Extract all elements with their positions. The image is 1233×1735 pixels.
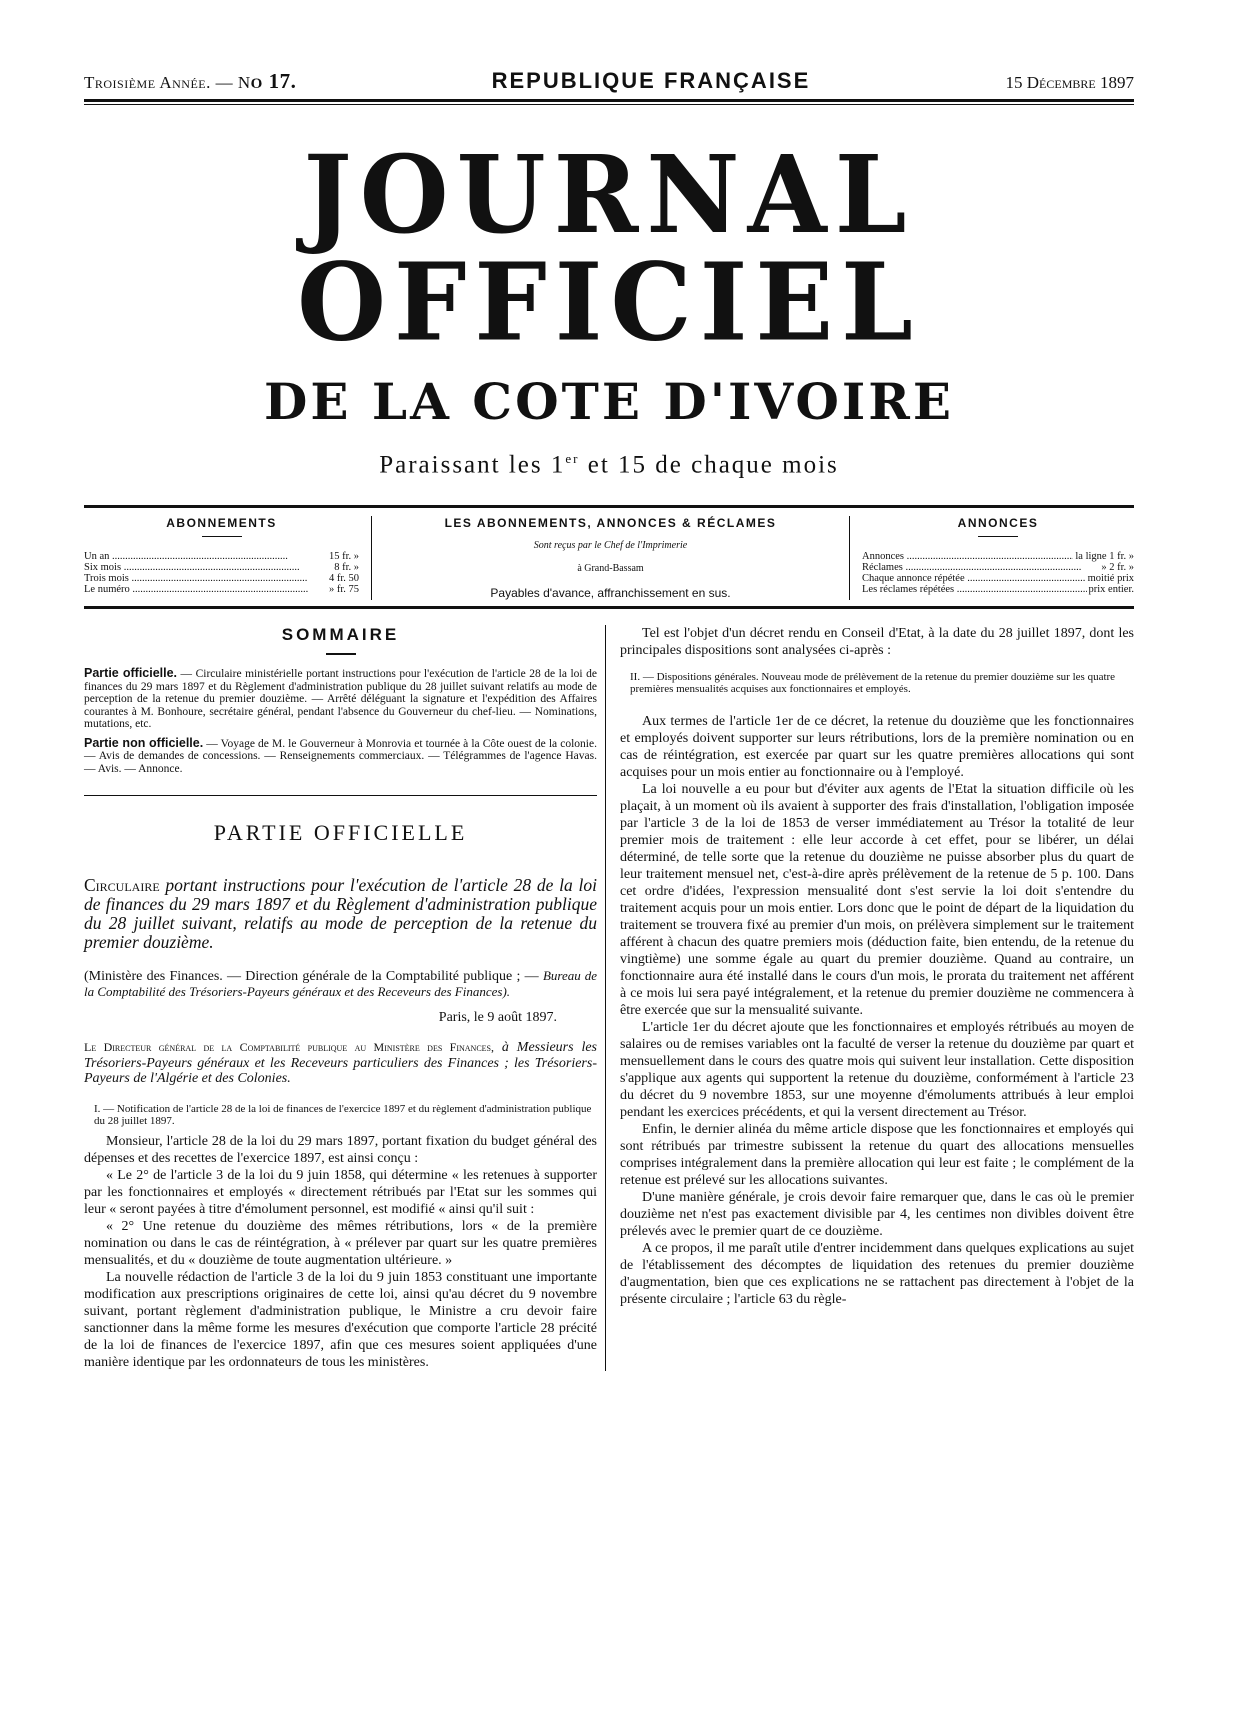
sommaire-title: SOMMAIRE xyxy=(281,625,400,645)
circulaire-heading: Circulaire portant instructions pour l'exécution de l'article 28 de la loi de finances du 29 mars 1897 et du Règlement d'administration publique du 28 juillet suivant, relatifs au mode de perception de la retenue du premier douzième. xyxy=(84,875,597,953)
rate-row: Le numéro ..... » fr. 75 xyxy=(84,584,359,595)
paragraph: Aux termes de l'article 1er de ce décret, la retenue du douzième que les fonctionnaires et employés doivent supporter sur leurs rétributions, lors de la première nomination ou en cas de réintégration, est exercée par quart sur les quatre premières allocations qui sont acquises pour un mois entier au fonctionnaire ou à l'employé. xyxy=(620,714,1134,781)
masthead xyxy=(84,132,1134,479)
section-note-2: II. — Dispositions générales. Nouveau mode de prélèvement de la retenue du premier douzième sur les quatre premières mensualités acquises aux fonctionnaires et employés. xyxy=(630,671,1116,696)
masthead-subtitle: DE LA COTE D'IVOIRE xyxy=(264,372,954,431)
quote: « Le 2° de l'article 3 de la loi du 9 juin 1858, qui détermine « les retenues à supporter par les fonctionnaires et employés « directement rétribués par l'Etat sur les sommes qui leur « seront payées à titre d'émolument personnel, est modifié « ainsi qu'il suit : xyxy=(84,1167,597,1217)
paragraph: D'une manière générale, je crois devoir faire remarquer que, dans le cas où le premier douzième net n'est pas exactement divisible par 4, les centimes non divibles doivent être prélevés avec le premier quart de ce douzième. xyxy=(620,1190,1134,1240)
paragraph: Tel est l'objet d'un décret rendu en Conseil d'Etat, à la date du 28 juillet 1897, dont les principales dispositions sont analysées ci-après : xyxy=(620,626,1134,659)
rate-row: Chaque annonce répétée ..... moitié prix xyxy=(862,573,1134,584)
republique-label: REPUBLIQUE FRANÇAISE xyxy=(491,68,811,93)
paragraph: Enfin, le dernier alinéa du même article dispose que les fonctionnaires et employés qui sont rétribués par trimestre subissent la retenue du quart des allocations mensuelles comprises intégralement dans la première allocation qui leur est faite ; le complément de la retenue est prélevé sur les allocations suivantes. xyxy=(620,1122,1134,1189)
paragraph: L'article 1er du décret ajoute que les fonctionnaires et employés rétribués au moyen de salaires ou de remises variables ont la faculté de verser la retenue du douzième par quart et mensuellement dans le cours des quatre mois qui suivent leur installation. Cette disposition s'applique aux agents qui supportent la retenue du douzième, conformément à l'article 23 du décret du 9 novembre 1853, sur une moyenne d'émoluments attribués à leur emploi pendant les exercices précédents, et qui la versent directement au Trésor. xyxy=(620,1020,1134,1121)
paragraph: La nouvelle rédaction de l'article 3 de la loi du 9 juin 1853 constituant une importante modification aux prescriptions originaires de cette loi, ainsi qu'au décret du 9 novembre suivant, portant règlement d'administration publique, le Ministre a cru devoir faire sanctionner dans la même forme les mesures d'exécution que comporte l'article 28 précité de la loi de finances de l'exercice 1897, afin que ces mesures soient appliquées d'une manière identique par les ordonnateurs de tous les ministères. xyxy=(84,1269,597,1370)
masthead-title: JOURNAL OFFICIEL xyxy=(297,132,921,366)
paragraph: Monsieur, l'article 28 de la loi du 29 mars 1897, portant fixation du budget général des dépenses et des recettes de l'exercice 1897, est ainsi conçu : xyxy=(84,1133,597,1166)
masthead-tagline: Paraissant les 1er et 15 de chaque mois xyxy=(379,451,839,479)
issue-number: Troisième Année. — No 17. xyxy=(84,69,297,93)
directeur-line: Le Directeur général de la Comptabilité publique au Ministère des Finances, à Messieurs les Trésoriers-Payeurs généraux et les Receveurs particuliers des Finances ; les Trésoriers-Payeurs de l'Algérie et des Colonies. xyxy=(84,1040,598,1087)
annonces-info-column xyxy=(372,516,850,600)
sommaire-non-officielle: Partie non officielle. — Voyage de M. le Gouverneur à Monrovia et tournée à la Côte ouest de la colonie. — Avis de demandes de concessions. — Renseignements commerciaux. — Télégrammes de l'agence Havas. — Avis. — Annonce. xyxy=(84,735,597,775)
abonnements-title: ABONNEMENTS xyxy=(166,516,277,531)
annonces-title: ANNONCES xyxy=(957,516,1039,531)
abonnements-column xyxy=(84,516,372,600)
payment-text: Payables d'avance, affranchissement en sus. xyxy=(490,586,731,601)
ministere-line: (Ministère des Finances. — Direction générale de la Comptabilité publique ; — Bureau de la Comptabilité des Trésoriers-Payeurs généraux et des Receveurs des Finances). xyxy=(84,968,598,1000)
rate-row: Un an ..... 15 fr. » xyxy=(84,551,359,562)
rate-row: Six mois ..... 8 fr. » xyxy=(84,562,359,573)
partie-officielle-title: PARTIE OFFICIELLE xyxy=(213,820,468,846)
top-line xyxy=(84,68,1134,94)
section-note-1: I. — Notification de l'article 28 de la loi de finances de l'exercice 1897 et du règlement d'administration publique du 28 juillet 1897. xyxy=(94,1102,592,1127)
sommaire-officielle: Partie officielle. — Circulaire ministérielle portant instructions pour l'exécution de l'article 28 de la loi de finances du 29 mars 1897 et du Règlement d'administration publique du 28 juillet suivant relatifs au mode de perception de la retenue du premier douzième. — Arrêté déléguant la signature et l'expédition des Affaires courantes à M. Bonhoure, secrétaire général, pendant l'absence du Gouverneur du chef-lieu. — Nominations, mutations, etc. xyxy=(84,666,597,731)
issue-date: 15 Décembre 1897 xyxy=(1005,73,1134,92)
right-column xyxy=(606,625,1134,1371)
quote: « 2° Une retenue du douzième des mêmes rétributions, lors « de la première nomination ou dans le cas de réintégration, à « prélever par quart sur les quatre premières mensualités, et du « douzième de toute augmentation ultérieure. » xyxy=(84,1218,597,1268)
rate-row: Annonces ..... la ligne 1 fr. » xyxy=(862,551,1134,562)
subscription-box xyxy=(84,505,1134,609)
annonces-info-title: LES ABONNEMENTS, ANNONCES & RÉCLAMES xyxy=(444,516,777,531)
rate-row: Réclames ..... » 2 fr. » xyxy=(862,562,1134,573)
journal-page xyxy=(84,68,1134,1371)
rate-row: Les réclames répétées ..... prix entier. xyxy=(862,584,1134,595)
place-text: à Grand-Bassam xyxy=(577,563,644,575)
rate-row: Trois mois ..... 4 fr. 50 xyxy=(84,573,359,584)
left-column xyxy=(84,625,606,1371)
paragraph: La loi nouvelle a eu pour but d'éviter aux agents de l'Etat la situation difficile où les plaçait, à un moment où ils avaient à supporter des frais d'installation, l'obligation imposée par l'article 3 de la loi de 1853 de verser immédiatement au Trésor la totalité de leur premier mois de traitement : elle leur accorde à cet effet, pour se libérer, un délai déterminé, de telle sorte que la retenue du douzième ne puisse absorber plus du quart de leur traitement mensuel net, c'est-à-dire après prélèvement de la retenue de 5 p. 100. Dans cet ordre d'idées, l'expression mensualité dont s'est servie la loi doit s'entendre du traitement acquis pour un mois entier. Lors donc que le point de départ de la liquidation du traitement se trouvera fixé au premier d'un mois, on prélèvera simplement sur le traitement afférent à chacun des quatre premiers mois (déduction faite, bien entendu, de la retenue du vingtième) une somme égale au quart du premier douzième. Quand au contraire, un fonctionnaire aura été installé dans le cours d'un mois, le prorata du traitement net afférent à ce mois lui sera payé intégralement, et la retenue du premier douzième ne commencera à être exercée que sur la mensualité suivante. xyxy=(620,782,1134,1019)
recus-text: Sont reçus par le Chef de l'Imprimerie xyxy=(533,540,688,552)
header-rule xyxy=(84,99,1134,105)
body-columns xyxy=(84,625,1134,1371)
circulaire-date: Paris, le 9 août 1897. xyxy=(438,1010,557,1026)
annonces-column xyxy=(850,516,1134,600)
paragraph: A ce propos, il me paraît utile d'entrer incidemment dans quelques explications au sujet de l'établissement des décomptes de liquidation des retenues du premier douzième d'augmentation, bien que ces explications ne se rattachent pas directement à l'objet de la présente circulaire ; l'article 63 du règle- xyxy=(620,1241,1134,1308)
